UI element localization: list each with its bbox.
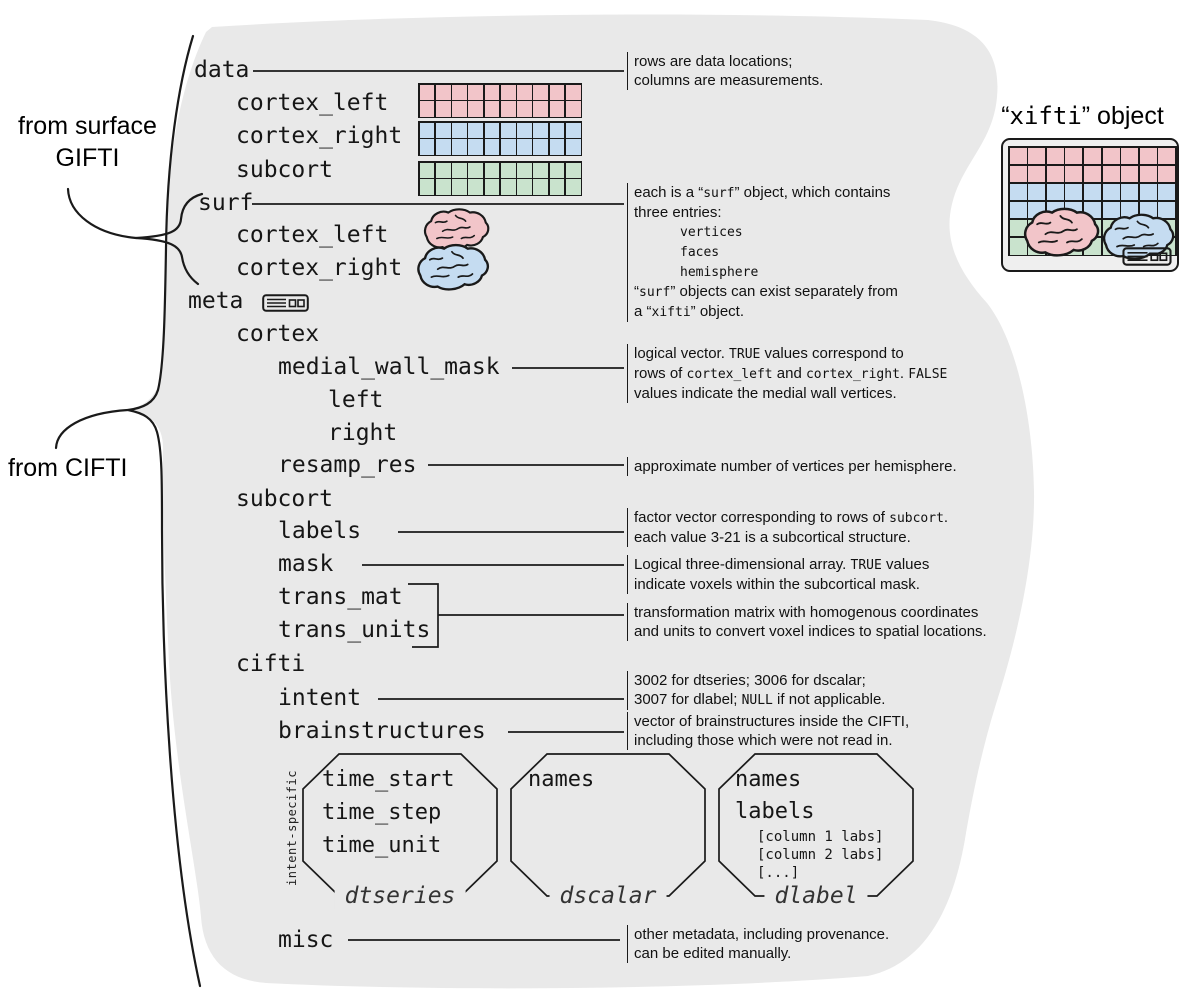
tree-item-meta: meta [188, 288, 244, 314]
matrix-cell [550, 101, 565, 116]
matrix-cell [485, 101, 500, 116]
tree-item-trans_mat: trans_mat [278, 584, 403, 610]
tree-item-surf_cortex_right: cortex_right [236, 255, 403, 281]
xifti-object-title [975, 102, 1190, 131]
matrix-cell [533, 179, 548, 194]
matrix-cell [1084, 166, 1101, 183]
object-word: object [1090, 102, 1164, 130]
matrix-cell [1065, 166, 1082, 183]
cifti-connector [56, 410, 128, 448]
tree-item-surf_cortex_left: cortex_left [236, 222, 389, 248]
matrix-cell [501, 179, 516, 194]
matrix-cell [517, 101, 532, 116]
close-quote: ” [1081, 102, 1091, 130]
metadata-icon [262, 294, 309, 312]
tree-item-cifti_brainstructures: brainstructures [278, 718, 486, 744]
matrix-cell [1047, 166, 1064, 183]
matrix-cell [420, 123, 435, 138]
matrix-cell [420, 85, 435, 100]
matrix-cell [566, 123, 581, 138]
matrix-cell [436, 179, 451, 194]
matrix-cell [1065, 148, 1082, 165]
cortex-right-data-matrix [418, 121, 582, 156]
matrix-cell [468, 101, 483, 116]
matrix-cell [436, 123, 451, 138]
xifti-card-left-brain-icon [1016, 206, 1108, 264]
matrix-cell [1084, 148, 1101, 165]
annotation-mask_note: Logical three-dimensional array. TRUE values indicate voxels within the subcortical mask. [627, 555, 929, 594]
matrix-cell [468, 123, 483, 138]
matrix-cell [452, 139, 467, 154]
matrix-cell [566, 163, 581, 178]
cortex-left-data-matrix [418, 83, 582, 118]
open-quote: “ [1001, 102, 1010, 130]
matrix-cell [1010, 148, 1027, 165]
annotation-trans_note: transformation matrix with homogenous coordinates and units to convert voxel indices to spatial locations. [627, 603, 987, 641]
matrix-cell [1084, 184, 1101, 201]
matrix-cell [517, 123, 532, 138]
matrix-cell [485, 179, 500, 194]
matrix-cell [1028, 166, 1045, 183]
from-surface-gifti-line2: GIFTI [55, 144, 120, 172]
matrix-cell [420, 163, 435, 178]
right-cortex-brain-icon [414, 241, 493, 299]
matrix-cell [452, 179, 467, 194]
matrix-cell [452, 123, 467, 138]
matrix-cell [517, 85, 532, 100]
matrix-cell [485, 123, 500, 138]
from-cifti-label: from CIFTI [8, 454, 128, 482]
tree-item-mwm_left: left [328, 387, 384, 413]
tree-item-trans_units: trans_units [278, 617, 431, 643]
annotation-labels_note: factor vector corresponding to rows of subcort. each value 3-21 is a subcortical structure. [627, 508, 948, 547]
tree-item-data: data [194, 57, 250, 83]
matrix-cell [436, 85, 451, 100]
matrix-cell [550, 85, 565, 100]
matrix-cell [1010, 184, 1027, 201]
matrix-cell [501, 139, 516, 154]
matrix-cell [533, 85, 548, 100]
annotation-intent_note: 3002 for dtseries; 3006 for dscalar; 3007 for dlabel; NULL if not applicable. [627, 671, 885, 710]
from-surface-gifti-line1: from surface [18, 112, 157, 140]
subcort-data-matrix [418, 161, 582, 196]
matrix-cell [1121, 166, 1138, 183]
matrix-cell [1010, 166, 1027, 183]
matrix-cell [1140, 148, 1157, 165]
annotation-misc_note: other metadata, including provenance. can be edited manually. [627, 925, 889, 963]
matrix-cell [1158, 166, 1175, 183]
tree-item-cifti_intent: intent [278, 685, 362, 711]
tree-item-surf: surf [198, 190, 254, 216]
matrix-cell [452, 163, 467, 178]
matrix-cell [1028, 148, 1045, 165]
matrix-cell [1140, 166, 1157, 183]
tree-item-resamp_res: resamp_res [278, 452, 417, 478]
tree-item-medial_wall_mask: medial_wall_mask [278, 354, 500, 380]
matrix-cell [1158, 184, 1175, 201]
surface-gifti-connector [68, 189, 136, 238]
matrix-cell [550, 123, 565, 138]
tree-item-subcort_mask: mask [278, 551, 334, 577]
matrix-cell [1047, 184, 1064, 201]
matrix-cell [1158, 148, 1175, 165]
dtseries-item-time_step: time_step [322, 800, 442, 825]
matrix-cell [436, 163, 451, 178]
annotation-surf_note: each is a “surf” object, which contains three entries: vertices faces hemisphere “surf” objects can exist separately from a “xifti” object. [627, 183, 898, 322]
matrix-cell [533, 139, 548, 154]
matrix-cell [517, 139, 532, 154]
dlabel-subitem-1: [column 2 labs] [757, 847, 884, 863]
matrix-cell [501, 123, 516, 138]
tree-item-meta_cifti: cifti [236, 651, 306, 677]
dscalar-item-names: names [528, 767, 595, 792]
matrix-cell [436, 139, 451, 154]
matrix-cell [485, 85, 500, 100]
tree-item-subcort_labels: labels [278, 518, 362, 544]
matrix-cell [501, 85, 516, 100]
dscalar-box-label: dscalar [550, 883, 667, 909]
matrix-cell [420, 101, 435, 116]
matrix-cell [1103, 166, 1120, 183]
dtseries-item-time_start: time_start [322, 767, 455, 792]
matrix-cell [1140, 184, 1157, 201]
matrix-cell [550, 163, 565, 178]
tree-item-meta_subcort: subcort [236, 486, 333, 512]
matrix-cell [566, 101, 581, 116]
xifti-name: xifti [1009, 102, 1082, 130]
dlabel-item-names: names [735, 767, 802, 792]
dlabel-subitem-2: [...] [757, 865, 800, 881]
matrix-cell [1103, 148, 1120, 165]
matrix-cell [517, 179, 532, 194]
xifti-card-metadata-icon [1122, 247, 1172, 266]
matrix-cell [1103, 184, 1120, 201]
matrix-cell [533, 163, 548, 178]
tree-item-data_cortex_right: cortex_right [236, 123, 403, 149]
annotation-brainstructures_note: vector of brainstructures inside the CIFTI, including those which were not read in. [627, 712, 909, 750]
matrix-cell [420, 139, 435, 154]
dlabel-box-label: dlabel [764, 883, 867, 909]
tree-item-data_cortex_left: cortex_left [236, 90, 389, 116]
matrix-cell [1121, 148, 1138, 165]
from-surface-gifti-label [5, 110, 170, 174]
matrix-cell [468, 179, 483, 194]
annotation-resamp_note: approximate number of vertices per hemisphere. [627, 457, 957, 476]
tree-item-meta_cortex: cortex [236, 321, 320, 347]
matrix-cell [566, 179, 581, 194]
dlabel-item-labels: labels [735, 799, 815, 824]
annotation-mwm_note: logical vector. TRUE values correspond to rows of cortex_left and cortex_right. FALSE values indicate the medial wall vertices. [627, 344, 947, 403]
matrix-cell [533, 101, 548, 116]
dtseries-item-time_unit: time_unit [322, 833, 442, 858]
matrix-cell [517, 163, 532, 178]
matrix-cell [1028, 184, 1045, 201]
matrix-cell [566, 139, 581, 154]
matrix-cell [550, 139, 565, 154]
matrix-cell [485, 163, 500, 178]
matrix-cell [436, 101, 451, 116]
tree-item-cifti_misc: misc [278, 927, 334, 953]
matrix-cell [1047, 148, 1064, 165]
matrix-cell [452, 101, 467, 116]
matrix-cell [566, 85, 581, 100]
matrix-cell [452, 85, 467, 100]
matrix-cell [501, 163, 516, 178]
tree-item-data_subcort: subcort [236, 157, 333, 183]
tree-item-mwm_right: right [328, 420, 398, 446]
matrix-cell [1065, 184, 1082, 201]
dlabel-subitem-0: [column 1 labs] [757, 829, 884, 845]
matrix-cell [485, 139, 500, 154]
matrix-cell [468, 85, 483, 100]
matrix-cell [533, 123, 548, 138]
dtseries-box-label: dtseries [335, 883, 466, 909]
matrix-cell [1121, 184, 1138, 201]
matrix-cell [550, 179, 565, 194]
annotation-data_note: rows are data locations; columns are measurements. [627, 52, 823, 90]
matrix-cell [501, 101, 516, 116]
matrix-cell [420, 179, 435, 194]
matrix-cell [468, 163, 483, 178]
matrix-cell [468, 139, 483, 154]
intent-specific-note: intent-specific [285, 770, 299, 886]
